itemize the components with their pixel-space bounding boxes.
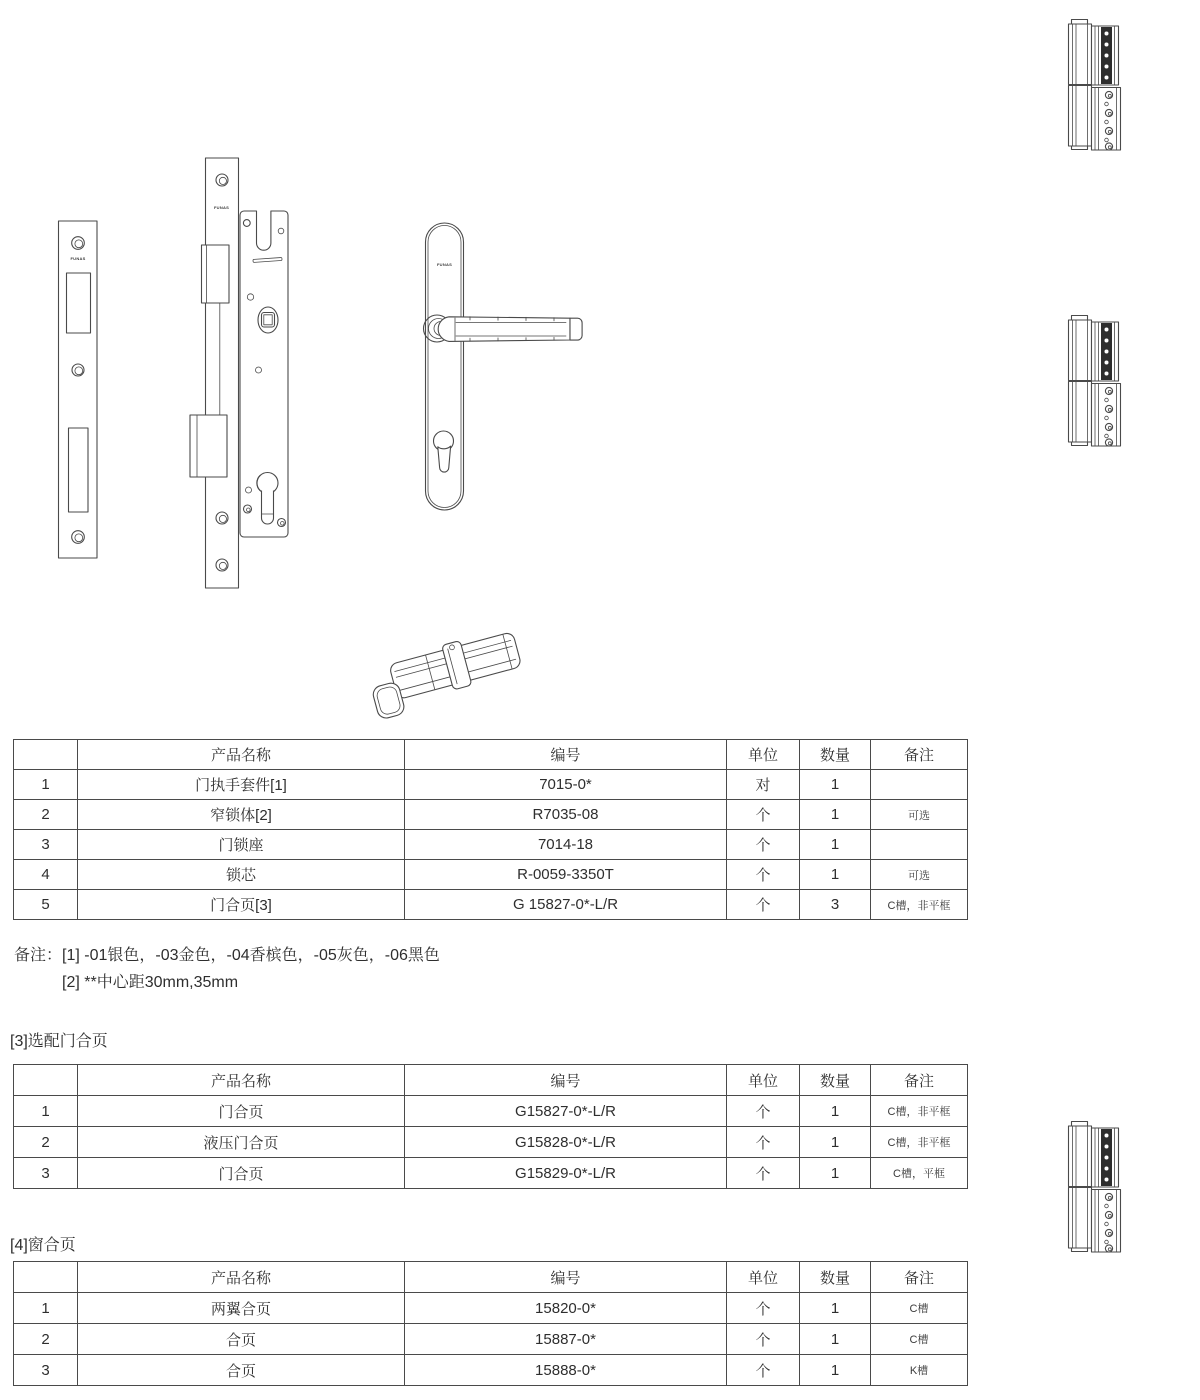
cell-index: 2 [14,800,78,830]
cell-name: 合页 [78,1324,405,1355]
cell-unit: 个 [727,1127,800,1158]
cell-code: G15827-0*-L/R [405,1096,727,1127]
cell-unit: 个 [727,1158,800,1189]
table-row [14,1293,968,1324]
cell-index: 1 [14,1293,78,1324]
table-row [14,860,968,890]
door-hinge-section-label: [3]选配门合页 [10,1033,108,1050]
table-row [14,800,968,830]
cell-index: 1 [14,1096,78,1127]
column-header-index [14,1065,78,1096]
column-header-unit: 单位 [727,740,800,770]
column-header-qty: 数量 [800,1262,871,1293]
cell-index: 3 [14,1158,78,1189]
door-hinge-table [13,1064,968,1189]
hinge-drawing-bottom [1069,1122,1121,1253]
header-row [14,740,968,770]
column-header-remark: 备注 [871,740,968,770]
cell-unit: 个 [727,1324,800,1355]
cell-qty: 1 [800,830,871,860]
footnote-line: [1] -01银色，-03金色，-04香槟色，-05灰色，-06黑色 [62,947,440,964]
strike-plate-drawing [59,221,98,558]
cell-index: 4 [14,860,78,890]
footnote-line: [2] **中心距30mm,35mm [62,974,239,991]
cell-qty: 1 [800,1127,871,1158]
cell-index: 1 [14,770,78,800]
cell-unit: 个 [727,1293,800,1324]
cell-unit: 个 [727,830,800,860]
column-header-name: 产品名称 [78,740,405,770]
footnotes [14,942,440,996]
cell-code: 15888-0* [405,1355,727,1386]
table-row [14,770,968,800]
cell-remark: C槽，非平框 [871,1127,968,1158]
window-hinge-section-label: [4]窗合页 [10,1237,76,1254]
column-header-index [14,1262,78,1293]
cell-name: 门合页 [78,1158,405,1189]
cell-remark: C槽 [871,1324,968,1355]
cell-name: 合页 [78,1355,405,1386]
cell-qty: 1 [800,770,871,800]
cell-name: 锁芯 [78,860,405,890]
cell-index: 5 [14,890,78,920]
table-row [14,1158,968,1189]
header-row [14,1065,968,1096]
cell-unit: 对 [727,770,800,800]
column-header-remark: 备注 [871,1065,968,1096]
cell-unit: 个 [727,800,800,830]
cell-unit: 个 [727,1355,800,1386]
cell-code: 15820-0* [405,1293,727,1324]
cell-name: 门合页 [78,1096,405,1127]
column-header-code: 编号 [405,1262,727,1293]
cell-code: 7014-18 [405,830,727,860]
column-header-index [14,740,78,770]
column-header-name: 产品名称 [78,1262,405,1293]
handle-drawing [424,223,583,510]
cylinder-drawing [365,627,525,720]
cell-qty: 1 [800,1158,871,1189]
column-header-unit: 单位 [727,1262,800,1293]
cell-remark: C槽 [871,1293,968,1324]
cell-remark: C槽，非平框 [871,1096,968,1127]
cell-qty: 1 [800,1293,871,1324]
table-row [14,830,968,860]
cell-remark: 可选 [871,800,968,830]
cell-unit: 个 [727,1096,800,1127]
cell-code: 15887-0* [405,1324,727,1355]
cell-name: 液压门合页 [78,1127,405,1158]
cell-qty: 1 [800,800,871,830]
cell-name: 两翼合页 [78,1293,405,1324]
cell-code: 7015-0* [405,770,727,800]
hinge-drawing-top [1069,20,1121,151]
cell-code: G 15827-0*-L/R [405,890,727,920]
cell-remark: C槽，非平框 [871,890,968,920]
cell-remark: 可选 [871,860,968,890]
table-row [14,1355,968,1386]
column-header-code: 编号 [405,740,727,770]
cell-qty: 1 [800,860,871,890]
cell-qty: 1 [800,1324,871,1355]
hinge-drawing-middle [1069,316,1121,447]
column-header-remark: 备注 [871,1262,968,1293]
cell-name: 窄锁体[2] [78,800,405,830]
column-header-name: 产品名称 [78,1065,405,1096]
cell-name: 门合页[3] [78,890,405,920]
lock-body-drawing [190,158,288,588]
cell-remark: K槽 [871,1355,968,1386]
cell-code: G15829-0*-L/R [405,1158,727,1189]
cell-name: 门锁座 [78,830,405,860]
column-header-unit: 单位 [727,1065,800,1096]
brand-mark: FUNAS [436,262,453,267]
column-header-qty: 数量 [800,740,871,770]
main-parts-table [13,739,968,920]
cell-index: 3 [14,830,78,860]
cell-name: 门执手套件[1] [78,770,405,800]
table-row [14,890,968,920]
cell-qty: 1 [800,1096,871,1127]
column-header-code: 编号 [405,1065,727,1096]
table-row [14,1096,968,1127]
brand-mark: FUNAS [213,205,230,210]
cell-index: 2 [14,1324,78,1355]
header-row [14,1262,968,1293]
table-row [14,1324,968,1355]
footnote-prefix: 备注： [14,947,63,964]
cell-unit: 个 [727,860,800,890]
cell-qty: 3 [800,890,871,920]
cell-remark [871,770,968,800]
cell-qty: 1 [800,1355,871,1386]
table-row [14,1127,968,1158]
cell-index: 2 [14,1127,78,1158]
cell-code: R7035-08 [405,800,727,830]
window-hinge-table [13,1261,968,1386]
cell-remark [871,830,968,860]
column-header-qty: 数量 [800,1065,871,1096]
cell-index: 3 [14,1355,78,1386]
cell-unit: 个 [727,890,800,920]
cell-remark: C槽，平框 [871,1158,968,1189]
cell-code: G15828-0*-L/R [405,1127,727,1158]
cell-code: R-0059-3350T [405,860,727,890]
brand-mark: FUNAS [70,256,86,261]
